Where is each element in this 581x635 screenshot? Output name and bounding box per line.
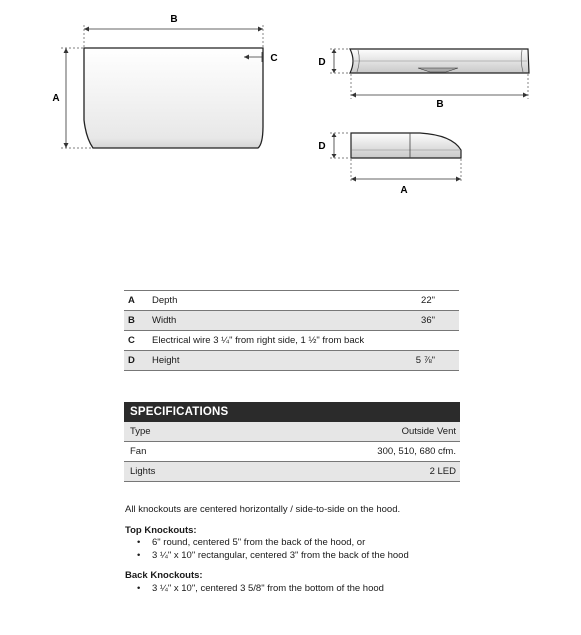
notes-intro: All knockouts are centered horizontally / side-to-side on the hood. bbox=[125, 504, 401, 515]
dim-label-d-front: D bbox=[318, 57, 326, 68]
dim-label-d-side: D bbox=[318, 141, 326, 152]
dimension-row-a bbox=[124, 291, 459, 311]
specifications-table bbox=[124, 402, 460, 482]
dim-label-a-left: A bbox=[52, 93, 60, 104]
dimension-label: Electrical wire 3 ¼" from right side, 1 ½" from back bbox=[152, 335, 365, 346]
hood-top-outline bbox=[84, 48, 263, 148]
dimension-label: Depth bbox=[152, 295, 178, 306]
dimension-value: 36" bbox=[421, 315, 435, 326]
spec-row-lights bbox=[124, 462, 460, 482]
front-view-diagram bbox=[300, 30, 560, 110]
dim-label-a-side: A bbox=[400, 185, 408, 196]
dim-label-c: C bbox=[270, 53, 278, 64]
spec-value: Outside Vent bbox=[401, 426, 456, 437]
dimension-label: Width bbox=[152, 315, 177, 326]
spec-row-type bbox=[124, 422, 460, 442]
spec-value: 2 LED bbox=[429, 466, 456, 477]
dimension-row-b bbox=[124, 311, 459, 331]
dimension-key: C bbox=[128, 335, 135, 346]
spec-value: 300, 510, 680 cfm. bbox=[377, 446, 456, 457]
side-view-diagram bbox=[300, 120, 480, 200]
dimension-key: D bbox=[128, 355, 135, 366]
list-item: • 3 ¼" x 10", centered 3 5/8" from the bottom of the hood bbox=[125, 583, 545, 596]
spec-row-fan bbox=[124, 442, 460, 462]
dimension-value: 5 ⅞" bbox=[415, 355, 435, 366]
back-knockouts-list bbox=[125, 583, 545, 596]
dimension-value: 22" bbox=[421, 295, 435, 306]
specifications-title: SPECIFICATIONS bbox=[124, 402, 460, 422]
dimension-key: A bbox=[128, 295, 135, 306]
top-view-diagram bbox=[0, 0, 300, 170]
list-item: • 3 ¼" x 10" rectangular, centered 3" from the back of the hood bbox=[125, 550, 545, 563]
dimension-row-c bbox=[124, 331, 459, 351]
back-knockouts-heading: Back Knockouts: bbox=[125, 570, 203, 581]
spec-label: Type bbox=[130, 426, 151, 437]
dimension-row-d bbox=[124, 351, 459, 371]
dimension-value bbox=[407, 331, 459, 351]
dim-label-b-front: B bbox=[436, 99, 444, 110]
top-knockouts-heading: Top Knockouts: bbox=[125, 524, 197, 536]
spec-label: Lights bbox=[130, 466, 156, 477]
dim-label-b-top: B bbox=[170, 14, 178, 25]
list-item: • 6" round, centered 5" from the back of the hood, or bbox=[125, 537, 545, 550]
dimensions-table bbox=[124, 290, 459, 371]
knockout-notes bbox=[125, 504, 545, 595]
dimension-label: Height bbox=[152, 355, 180, 366]
top-knockouts-list bbox=[125, 537, 545, 562]
dimension-key: B bbox=[128, 315, 135, 326]
hood-side-outline bbox=[351, 133, 461, 158]
spec-label: Fan bbox=[130, 446, 147, 457]
